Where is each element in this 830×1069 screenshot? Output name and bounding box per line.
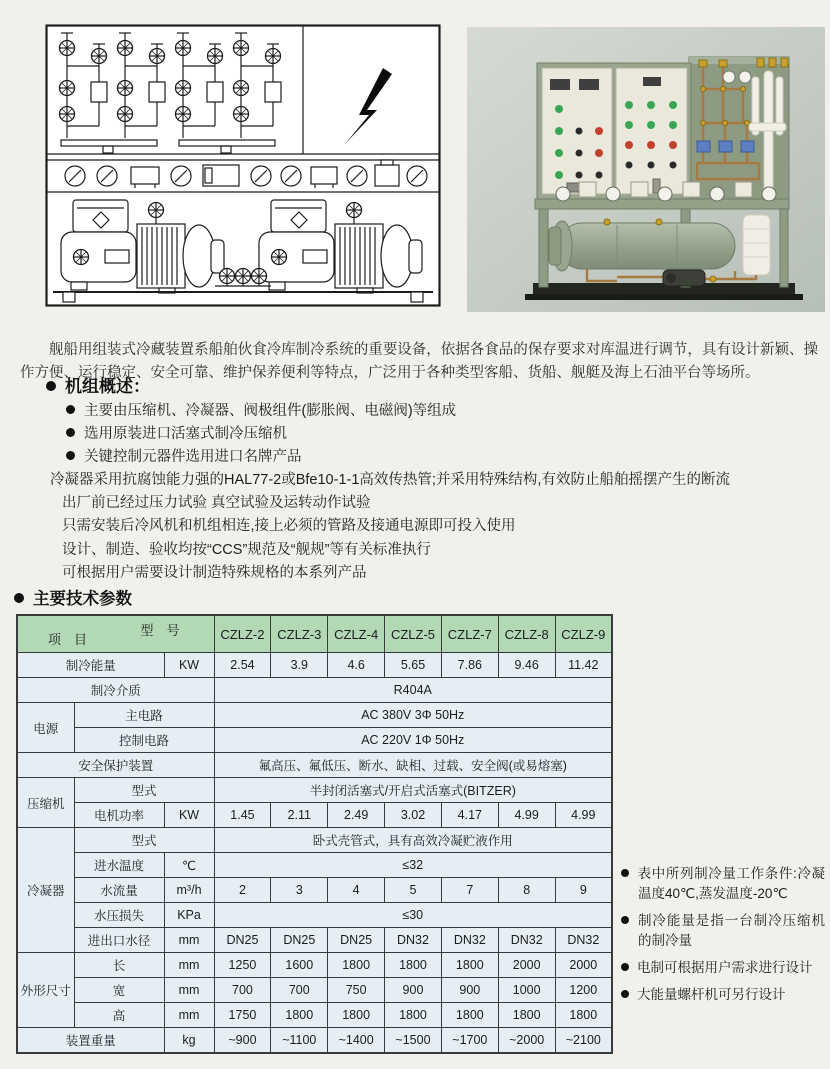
spec-cell: m³/h	[164, 878, 214, 903]
unit-photo	[467, 27, 825, 312]
overview-line: 只需安装后冷风机和机组相连,接上必须的管路及接通电源即可投入使用	[62, 518, 516, 535]
spec-cell: 1800	[555, 1003, 612, 1028]
spec-cell: 1800	[441, 1003, 498, 1028]
table-row	[17, 703, 612, 728]
spec-cell: 1000	[498, 978, 555, 1003]
spec-cell: 9	[555, 878, 612, 903]
specs-table-wrap	[16, 614, 613, 1054]
bullet-icon	[621, 869, 629, 877]
table-row	[17, 953, 612, 978]
table-row	[17, 878, 612, 903]
spec-cell: 压缩机	[17, 778, 74, 828]
model-header: CZLZ-7	[441, 615, 498, 653]
spec-cell: 1800	[441, 953, 498, 978]
spec-cell: 1800	[385, 1003, 442, 1028]
spec-cell: ℃	[164, 853, 214, 878]
spec-cell: DN25	[214, 928, 271, 953]
spec-cell: 5	[385, 878, 442, 903]
spec-cell: 安全保护装置	[17, 753, 214, 778]
spec-cell: 4.99	[498, 803, 555, 828]
spec-cell: 2.54	[214, 653, 271, 678]
spec-cell: 控制电路	[74, 728, 214, 753]
spec-cell: 700	[271, 978, 328, 1003]
spec-cell: 3.9	[271, 653, 328, 678]
spec-cell: DN32	[441, 928, 498, 953]
table-row	[17, 853, 612, 878]
table-row	[17, 1028, 612, 1054]
spec-cell: 4	[328, 878, 385, 903]
note-item: 表中所列制冷量工作条件:冷凝温度40℃,蒸发温度-20℃	[621, 864, 825, 904]
spec-cell: 半封闭活塞式/开启式活塞式(BITZER)	[214, 778, 612, 803]
spec-cell: kg	[164, 1028, 214, 1054]
spec-cell: 7	[441, 878, 498, 903]
table-row	[17, 678, 612, 703]
spec-cell: 主电路	[74, 703, 214, 728]
spec-cell: 1750	[214, 1003, 271, 1028]
table-row	[17, 1003, 612, 1028]
spec-cell: 1600	[271, 953, 328, 978]
table-row	[17, 728, 612, 753]
spec-cell: DN25	[271, 928, 328, 953]
spec-cell: 1.45	[214, 803, 271, 828]
spec-cell: 11.42	[555, 653, 612, 678]
spec-cell: 型式	[74, 778, 214, 803]
bullet-icon	[621, 963, 629, 971]
specs-table	[16, 614, 613, 1054]
bullet-icon	[621, 916, 629, 924]
spec-cell: KPa	[164, 903, 214, 928]
bullet-icon	[66, 428, 75, 437]
table-row	[17, 928, 612, 953]
spec-cell: 1800	[271, 1003, 328, 1028]
model-header: CZLZ-5	[385, 615, 442, 653]
spec-cell: mm	[164, 978, 214, 1003]
model-header: CZLZ-2	[214, 615, 271, 653]
overview-line: 冷凝器采用抗腐蚀能力强的HAL77-2或Bfe10-1-1高效传热管;并采用特殊结构,有效防止船舶摇摆产生的断流	[50, 472, 730, 488]
spec-cell: KW	[164, 803, 214, 828]
spec-cell: 7.86	[441, 653, 498, 678]
model-header: CZLZ-8	[498, 615, 555, 653]
spec-cell: ~2100	[555, 1028, 612, 1054]
spec-cell: ~1100	[271, 1028, 328, 1054]
spec-cell: 1800	[385, 953, 442, 978]
spec-cell: 1200	[555, 978, 612, 1003]
spec-cell: ~1400	[328, 1028, 385, 1054]
spec-cell: 2	[214, 878, 271, 903]
bullet-icon	[621, 990, 629, 998]
table-corner: 型 号 项 目	[17, 615, 214, 653]
notes-list	[621, 864, 825, 1012]
overview-bullet: 选用原装进口活塞式制冷压缩机	[66, 423, 812, 446]
spec-cell: 电源	[17, 703, 74, 753]
spec-cell: 5.65	[385, 653, 442, 678]
spec-cell: 3	[271, 878, 328, 903]
table-row	[17, 903, 612, 928]
spec-cell: 1800	[328, 953, 385, 978]
overview-bullet: 关键控制元器件选用进口名牌产品	[66, 446, 812, 469]
spec-cell: 2000	[498, 953, 555, 978]
line-drawing-svg	[45, 24, 441, 307]
note-item: 制冷能量是指一台制冷压缩机的制冷量	[621, 911, 825, 951]
spec-cell: 制冷能量	[17, 653, 164, 678]
bullet-icon	[14, 593, 24, 603]
spec-cell: 进出口水径	[74, 928, 164, 953]
spec-cell: AC 380V 3Φ 50Hz	[214, 703, 612, 728]
spec-cell: 氟高压、氟低压、断水、缺相、过载、安全阀(或易熔塞)	[214, 753, 612, 778]
table-row	[17, 753, 612, 778]
overview-line: 出厂前已经过压力试验 真空试验及运转动作试验	[62, 495, 371, 512]
spec-cell: 1250	[214, 953, 271, 978]
spec-cell: mm	[164, 953, 214, 978]
spec-cell: 外形尺寸	[17, 953, 74, 1028]
spec-cell: ≤30	[214, 903, 612, 928]
spec-cell: AC 220V 1Φ 50Hz	[214, 728, 612, 753]
overview-title: 机组概述：	[46, 372, 812, 397]
overview-bullet: 主要由压缩机、冷凝器、阀极组件(膨胀阀、电磁阀)等组成	[66, 400, 812, 423]
table-row	[17, 978, 612, 1003]
spec-cell: DN32	[555, 928, 612, 953]
specs-title: 主要技术参数	[14, 585, 132, 609]
overview-line: 设计、制造、验收均按“CCS”规范及“舰规”等有关标准执行	[62, 541, 431, 558]
overview-section	[40, 372, 812, 585]
note-item: 大能量螺杆机可另行设计	[621, 985, 825, 1005]
spec-cell: 水压损失	[74, 903, 164, 928]
intro-paragraph: 舰船用组装式冷藏装置系船舶伙食冷库制冷系统的重要设备，依据各食品的保存要求对库温进行调节，具有设计新颖、操作方便、运行稳定、安全可靠、维护保养便利等特点，广泛用于各种类型客船、货船、舰艇及海上石油平台等场所。	[20, 341, 818, 381]
spec-cell: DN32	[498, 928, 555, 953]
spec-cell: 3.02	[385, 803, 442, 828]
spec-cell: R404A	[214, 678, 612, 703]
spec-cell: DN32	[385, 928, 442, 953]
spec-cell: 4.99	[555, 803, 612, 828]
spec-cell: KW	[164, 653, 214, 678]
spec-cell: 2000	[555, 953, 612, 978]
spec-cell: 1800	[498, 1003, 555, 1028]
spec-cell: 型式	[74, 828, 214, 853]
spec-cell: 700	[214, 978, 271, 1003]
spec-cell: 900	[385, 978, 442, 1003]
spec-cell: ≤32	[214, 853, 612, 878]
model-header: CZLZ-4	[328, 615, 385, 653]
spec-cell: 制冷介质	[17, 678, 214, 703]
spec-cell: 9.46	[498, 653, 555, 678]
spec-cell: ~1700	[441, 1028, 498, 1054]
bullet-icon	[46, 381, 56, 391]
spec-cell: 高	[74, 1003, 164, 1028]
spec-cell: 装置重量	[17, 1028, 164, 1054]
overview-line: 可根据用户需要设计制造特殊规格的本系列产品	[62, 564, 367, 581]
model-header: CZLZ-9	[555, 615, 612, 653]
spec-cell: ~1500	[385, 1028, 442, 1054]
note-item: 电制可根据用户需求进行设计	[621, 958, 825, 978]
spec-cell: 4.6	[328, 653, 385, 678]
spec-cell: 8	[498, 878, 555, 903]
spec-cell: 进水温度	[74, 853, 164, 878]
spec-cell: 卧式壳管式，具有高效冷凝贮液作用	[214, 828, 612, 853]
spec-cell: mm	[164, 928, 214, 953]
spec-cell: 4.17	[441, 803, 498, 828]
bullet-icon	[66, 405, 75, 414]
model-header: CZLZ-3	[271, 615, 328, 653]
bullet-icon	[66, 451, 75, 460]
spec-cell: 水流量	[74, 878, 164, 903]
spec-cell: ~900	[214, 1028, 271, 1054]
table-row	[17, 803, 612, 828]
spec-cell: 电机功率	[74, 803, 164, 828]
spec-cell: 2.49	[328, 803, 385, 828]
spec-cell: 1800	[328, 1003, 385, 1028]
table-row	[17, 778, 612, 803]
photo-svg	[467, 27, 825, 312]
spec-cell: 冷凝器	[17, 828, 74, 953]
spec-cell: DN25	[328, 928, 385, 953]
spec-cell: 长	[74, 953, 164, 978]
spec-cell: mm	[164, 1003, 214, 1028]
table-row	[17, 828, 612, 853]
spec-cell: 900	[441, 978, 498, 1003]
unit-line-drawing	[45, 24, 441, 307]
spec-cell: 2.11	[271, 803, 328, 828]
spec-cell: 750	[328, 978, 385, 1003]
spec-cell: ~2000	[498, 1028, 555, 1054]
spec-cell: 宽	[74, 978, 164, 1003]
table-row	[17, 653, 612, 678]
